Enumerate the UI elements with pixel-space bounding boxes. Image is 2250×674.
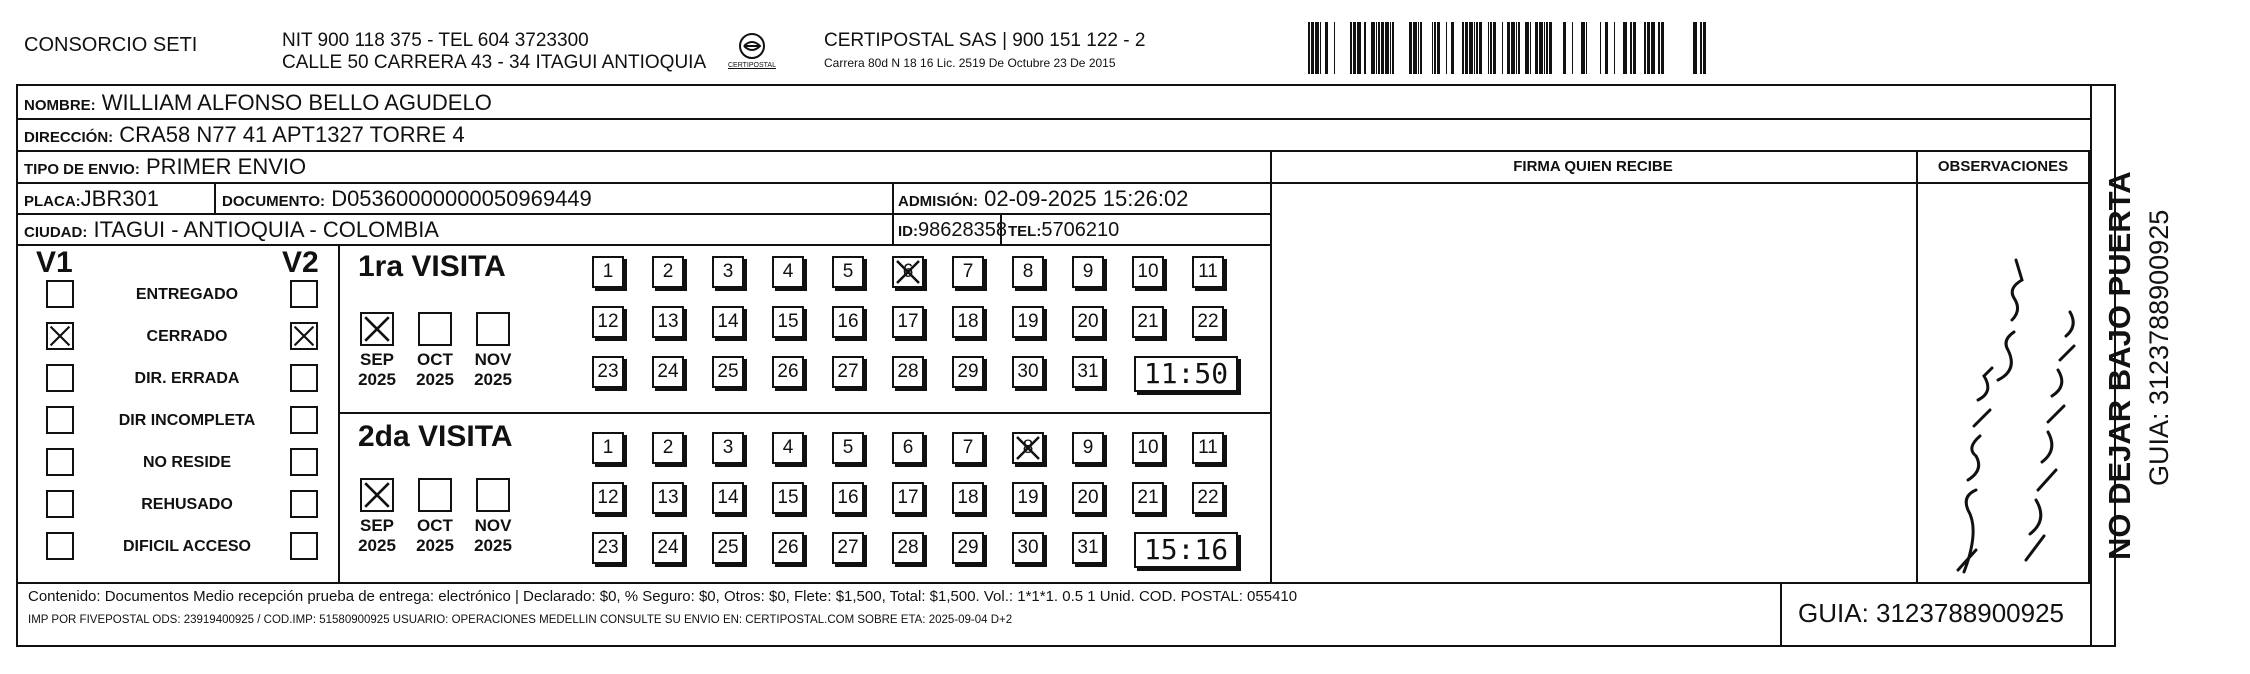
day-box[interactable]: 15: [772, 306, 804, 338]
month-year: 2025: [474, 370, 512, 389]
v2-label: V2: [282, 246, 319, 279]
barcode-bar: [1381, 22, 1384, 74]
day-box[interactable]: 18: [952, 482, 984, 514]
day-box[interactable]: 9: [1072, 256, 1104, 288]
barcode-bar: [1451, 22, 1454, 74]
company-name: CONSORCIO SETI: [24, 34, 198, 56]
barcode-bar: [1549, 22, 1552, 74]
address-line: CALLE 50 CARRERA 43 - 34 ITAGUI ANTIOQUIA: [282, 52, 707, 73]
documento-value: D05360000000050969449: [331, 186, 592, 211]
barcode-bar: [1493, 22, 1496, 74]
month-checkbox-sep[interactable]: [360, 478, 394, 512]
day-box[interactable]: 10: [1132, 256, 1164, 288]
month-year: 2025: [358, 536, 396, 555]
day-box[interactable]: 4: [772, 256, 804, 288]
day-box[interactable]: 19: [1012, 306, 1044, 338]
day-box[interactable]: 28: [892, 532, 924, 564]
barcode-bar: [1647, 22, 1650, 74]
day-box[interactable]: 11: [1192, 432, 1224, 464]
barcode-bar: [1469, 22, 1473, 74]
day-box[interactable]: 18: [952, 306, 984, 338]
barcode-bar: [1446, 22, 1447, 74]
ciudad-field: [24, 217, 439, 246]
day-box[interactable]: 23: [592, 356, 624, 388]
tel-label: TEL:: [1008, 223, 1042, 240]
day-box[interactable]: 22: [1192, 482, 1224, 514]
barcode-bar: [1600, 22, 1601, 74]
barcode-bar: [1390, 22, 1391, 74]
v1-checkbox[interactable]: [46, 448, 74, 476]
observation-handwriting: [1918, 200, 2088, 580]
barcode-bar: [1525, 22, 1529, 74]
month-year: 2025: [416, 370, 454, 389]
month-checkbox-nov[interactable]: [476, 312, 510, 346]
day-box[interactable]: 5: [832, 432, 864, 464]
barcode-bar: [1651, 22, 1655, 74]
barcode-bar: [1581, 22, 1585, 74]
month-label: [352, 516, 402, 556]
admision-value: 02-09-2025 15:26:02: [984, 186, 1189, 211]
month-year: 2025: [416, 536, 454, 555]
day-box[interactable]: 25: [712, 532, 744, 564]
admision-field: [898, 186, 1188, 215]
status-label: ENTREGADO: [135, 286, 239, 303]
ciudad-value: ITAGUI - ANTIOQUIA - COLOMBIA: [93, 217, 439, 242]
v2-checkbox[interactable]: [290, 532, 318, 560]
month-name: SEP: [359, 350, 395, 369]
day-box[interactable]: 28: [892, 356, 924, 388]
v1-checkbox[interactable]: [46, 490, 74, 518]
direccion-value: CRA58 N77 41 APT1327 TORRE 4: [119, 122, 465, 147]
certipostal-line: CERTIPOSTAL SAS | 900 151 122 - 2: [824, 30, 1146, 51]
day-box[interactable]: 23: [592, 532, 624, 564]
barcode-bar: [1350, 22, 1352, 74]
barcode-bar: [1605, 22, 1608, 74]
side-guia: GUIA: 3123788900925: [2144, 209, 2174, 486]
month-label: [410, 350, 460, 390]
barcode-bar: [1325, 22, 1328, 74]
day-box[interactable]: 9: [1072, 432, 1104, 464]
barcode-bar: [1434, 22, 1436, 74]
status-label: DIR. ERRADA: [134, 370, 240, 387]
day-box[interactable]: 30: [1012, 532, 1044, 564]
barcode-bar: [1308, 22, 1310, 74]
second-visit-title: 2da VISITA: [358, 420, 513, 453]
status-label: DIR INCOMPLETA: [118, 412, 256, 429]
day-box[interactable]: 1: [592, 256, 624, 288]
day-box[interactable]: 21: [1132, 482, 1164, 514]
day-box[interactable]: 11: [1192, 256, 1224, 288]
nit-line: NIT 900 118 375 - TEL 604 3723300: [282, 30, 589, 51]
day-box[interactable]: 31: [1072, 532, 1104, 564]
barcode-bar: [1385, 22, 1389, 74]
month-name: OCT: [417, 350, 453, 369]
barcode-bar: [1353, 22, 1356, 74]
day-box[interactable]: 2: [652, 256, 684, 288]
month-checkbox-sep[interactable]: [360, 312, 394, 346]
barcode-bar: [1315, 22, 1319, 74]
barcode-bar: [1644, 22, 1646, 74]
direccion-label: DIRECCIÓN:: [24, 129, 114, 146]
barcode-bar: [1693, 22, 1697, 74]
barcode-bar: [1437, 22, 1440, 74]
day-box[interactable]: 1: [592, 432, 624, 464]
day-box[interactable]: 16: [832, 482, 864, 514]
day-box[interactable]: 12: [592, 306, 624, 338]
barcode-bar: [1544, 22, 1545, 74]
nombre-field: [24, 90, 492, 119]
barcode-bar: [1633, 22, 1636, 74]
nombre-value: WILLIAM ALFONSO BELLO AGUDELO: [101, 90, 492, 115]
barcode-bar: [1700, 22, 1702, 74]
barcode-bar: [1432, 22, 1433, 74]
barcode-bar: [1392, 22, 1394, 74]
barcode-bar: [1462, 22, 1464, 74]
firma-label: FIRMA QUIEN RECIBE: [1513, 158, 1673, 175]
barcode-bar: [1420, 22, 1422, 74]
footer-line-2: IMP POR FIVEPOSTAL ODS: 23919400925 / COD.IMP: 51580900925 USUARIO: OPERACIONES MEDELLIN CONSULTE SU ENVIO EN: CERTIPOSTAL.COM SOBRE ETA: 2025-09-04 D+2: [28, 614, 1013, 626]
day-box[interactable]: 5: [832, 256, 864, 288]
day-box[interactable]: 26: [772, 532, 804, 564]
v1-checkbox[interactable]: [46, 280, 74, 308]
v2-checkbox[interactable]: [290, 448, 318, 476]
day-box[interactable]: 14: [712, 482, 744, 514]
barcode-bar: [1371, 22, 1375, 74]
day-box[interactable]: 13: [652, 482, 684, 514]
month-checkbox-oct[interactable]: [418, 312, 452, 346]
status-label: CERRADO: [146, 328, 228, 345]
day-box[interactable]: 27: [832, 356, 864, 388]
month-name: NOV: [474, 350, 512, 369]
barcode-bar: [1357, 22, 1361, 74]
admision-label: ADMISIÓN:: [898, 193, 978, 210]
barcode-bar: [1507, 22, 1510, 74]
barcode-bar: [1409, 22, 1412, 74]
month-name: SEP: [359, 516, 395, 535]
footer-guia: GUIA: 3123788900925: [1798, 598, 2064, 628]
v1-checkbox[interactable]: [46, 532, 74, 560]
status-label: DIFICIL ACCESO: [122, 538, 251, 555]
day-box[interactable]: 14: [712, 306, 744, 338]
visit-time[interactable]: 15:16: [1134, 532, 1238, 568]
barcode-bar: [1572, 22, 1573, 74]
barcode-bar: [1479, 22, 1482, 74]
certipostal-logo: [728, 30, 776, 76]
barcode-bar: [1703, 22, 1706, 74]
barcode-bar: [1378, 22, 1380, 74]
barcode-bar: [1476, 22, 1478, 74]
barcode-bar: [1376, 22, 1377, 74]
day-box[interactable]: 10: [1132, 432, 1164, 464]
day-box[interactable]: 3: [712, 256, 744, 288]
barcode: [1306, 22, 1712, 74]
tipo-value: PRIMER ENVIO: [145, 154, 307, 179]
barcode-bar: [1334, 22, 1335, 74]
day-box[interactable]: 6: [892, 432, 924, 464]
month-name: NOV: [474, 516, 512, 535]
barcode-bar: [1474, 22, 1475, 74]
day-box[interactable]: 8: [1012, 432, 1044, 464]
barcode-bar: [1535, 22, 1538, 74]
id-label: ID:: [898, 223, 918, 240]
logo-text: CERTIPOSTAL: [728, 62, 776, 69]
day-box[interactable]: 16: [832, 306, 864, 338]
v1-checkbox[interactable]: [46, 322, 74, 350]
day-box[interactable]: 12: [592, 482, 624, 514]
day-box[interactable]: 3: [712, 432, 744, 464]
barcode-bar: [1563, 22, 1566, 74]
day-box[interactable]: 13: [652, 306, 684, 338]
status-label: REHUSADO: [141, 496, 233, 513]
first-visit-title: 1ra VISITA: [358, 250, 506, 283]
certipostal-sub: Carrera 80d N 18 16 Lic. 2519 De Octubre 23 De 2015: [824, 56, 1116, 70]
day-box[interactable]: 24: [652, 532, 684, 564]
barcode-bar: [1630, 22, 1632, 74]
day-box[interactable]: 24: [652, 356, 684, 388]
day-box[interactable]: 6: [892, 256, 924, 288]
barcode-bar: [1539, 22, 1543, 74]
barcode-bar: [1502, 22, 1503, 74]
day-box[interactable]: 30: [1012, 356, 1044, 388]
v2-checkbox[interactable]: [290, 280, 318, 308]
nombre-label: NOMBRE:: [24, 97, 96, 114]
barcode-bar: [1530, 22, 1531, 74]
barcode-bar: [1546, 22, 1548, 74]
barcode-bar: [1516, 22, 1517, 74]
v2-checkbox[interactable]: [290, 322, 318, 350]
barcode-bar: [1518, 22, 1520, 74]
status-label: NO RESIDE: [142, 454, 231, 471]
documento-label: DOCUMENTO:: [222, 193, 326, 210]
ciudad-label: CIUDAD:: [24, 224, 88, 241]
documento-field: [222, 186, 592, 215]
barcode-bar: [1418, 22, 1419, 74]
month-year: 2025: [358, 370, 396, 389]
barcode-bar: [1586, 22, 1587, 74]
tel-field: [1008, 217, 1119, 245]
month-label: [468, 516, 518, 556]
v2-checkbox[interactable]: [290, 490, 318, 518]
day-box[interactable]: 31: [1072, 356, 1104, 388]
v2-checkbox[interactable]: [290, 364, 318, 392]
barcode-bar: [1320, 22, 1321, 74]
month-name: OCT: [417, 516, 453, 535]
month-checkbox-nov[interactable]: [476, 478, 510, 512]
id-value: 98628358: [918, 219, 1007, 241]
day-box[interactable]: 15: [772, 482, 804, 514]
day-box[interactable]: 20: [1072, 306, 1104, 338]
day-box[interactable]: 26: [772, 356, 804, 388]
barcode-bar: [1488, 22, 1489, 74]
barcode-bar: [1623, 22, 1627, 74]
day-box[interactable]: 8: [1012, 256, 1044, 288]
day-box[interactable]: 20: [1072, 482, 1104, 514]
tipo-field: [24, 154, 306, 183]
placa-field: [24, 186, 159, 215]
barcode-bar: [1311, 22, 1314, 74]
visit-time[interactable]: 11:50: [1134, 356, 1238, 392]
id-field: [898, 217, 1007, 245]
barcode-bar: [1511, 22, 1515, 74]
v1-checkbox[interactable]: [46, 406, 74, 434]
v1-label: V1: [36, 246, 73, 279]
v1-checkbox[interactable]: [46, 364, 74, 392]
barcode-bar: [1614, 22, 1615, 74]
direccion-field: [24, 122, 465, 151]
placa-label: PLACA:: [24, 193, 81, 210]
day-box[interactable]: 7: [952, 432, 984, 464]
barcode-bar: [1364, 22, 1366, 74]
month-year: 2025: [474, 536, 512, 555]
barcode-bar: [1658, 22, 1660, 74]
day-box[interactable]: 4: [772, 432, 804, 464]
day-box[interactable]: 22: [1192, 306, 1224, 338]
placa-value: JBR301: [80, 186, 159, 211]
day-box[interactable]: 29: [952, 356, 984, 388]
day-box[interactable]: 17: [892, 482, 924, 514]
day-box[interactable]: 19: [1012, 482, 1044, 514]
month-label: [410, 516, 460, 556]
barcode-bar: [1661, 22, 1664, 74]
day-box[interactable]: 2: [652, 432, 684, 464]
barcode-bar: [1490, 22, 1492, 74]
tel-value: 5706210: [1041, 219, 1120, 241]
day-box[interactable]: 29: [952, 532, 984, 564]
barcode-bar: [1413, 22, 1417, 74]
month-label: [468, 350, 518, 390]
observaciones-label: OBSERVACIONES: [1937, 158, 2069, 175]
day-box[interactable]: 27: [832, 532, 864, 564]
day-box[interactable]: 21: [1132, 306, 1164, 338]
day-box[interactable]: 7: [952, 256, 984, 288]
day-box[interactable]: 25: [712, 356, 744, 388]
month-checkbox-oct[interactable]: [418, 478, 452, 512]
day-box[interactable]: 17: [892, 306, 924, 338]
month-label: [352, 350, 402, 390]
v2-checkbox[interactable]: [290, 406, 318, 434]
footer-line-1: Contenido: Documentos Medio recepción prueba de entrega: electrónico | Declarado: $0, % Seguro: $0, Otros: $0, Flete: $1,500, Total: $1,500. Vol.: 1*1*1. 0.5 1 Unid. COD. POSTAL: 055410: [28, 588, 1298, 605]
tipo-label: TIPO DE ENVIO:: [24, 161, 140, 178]
barcode-bar: [1465, 22, 1468, 74]
side-warning: NO DEJAR BAJO PUERTA: [2102, 171, 2137, 560]
